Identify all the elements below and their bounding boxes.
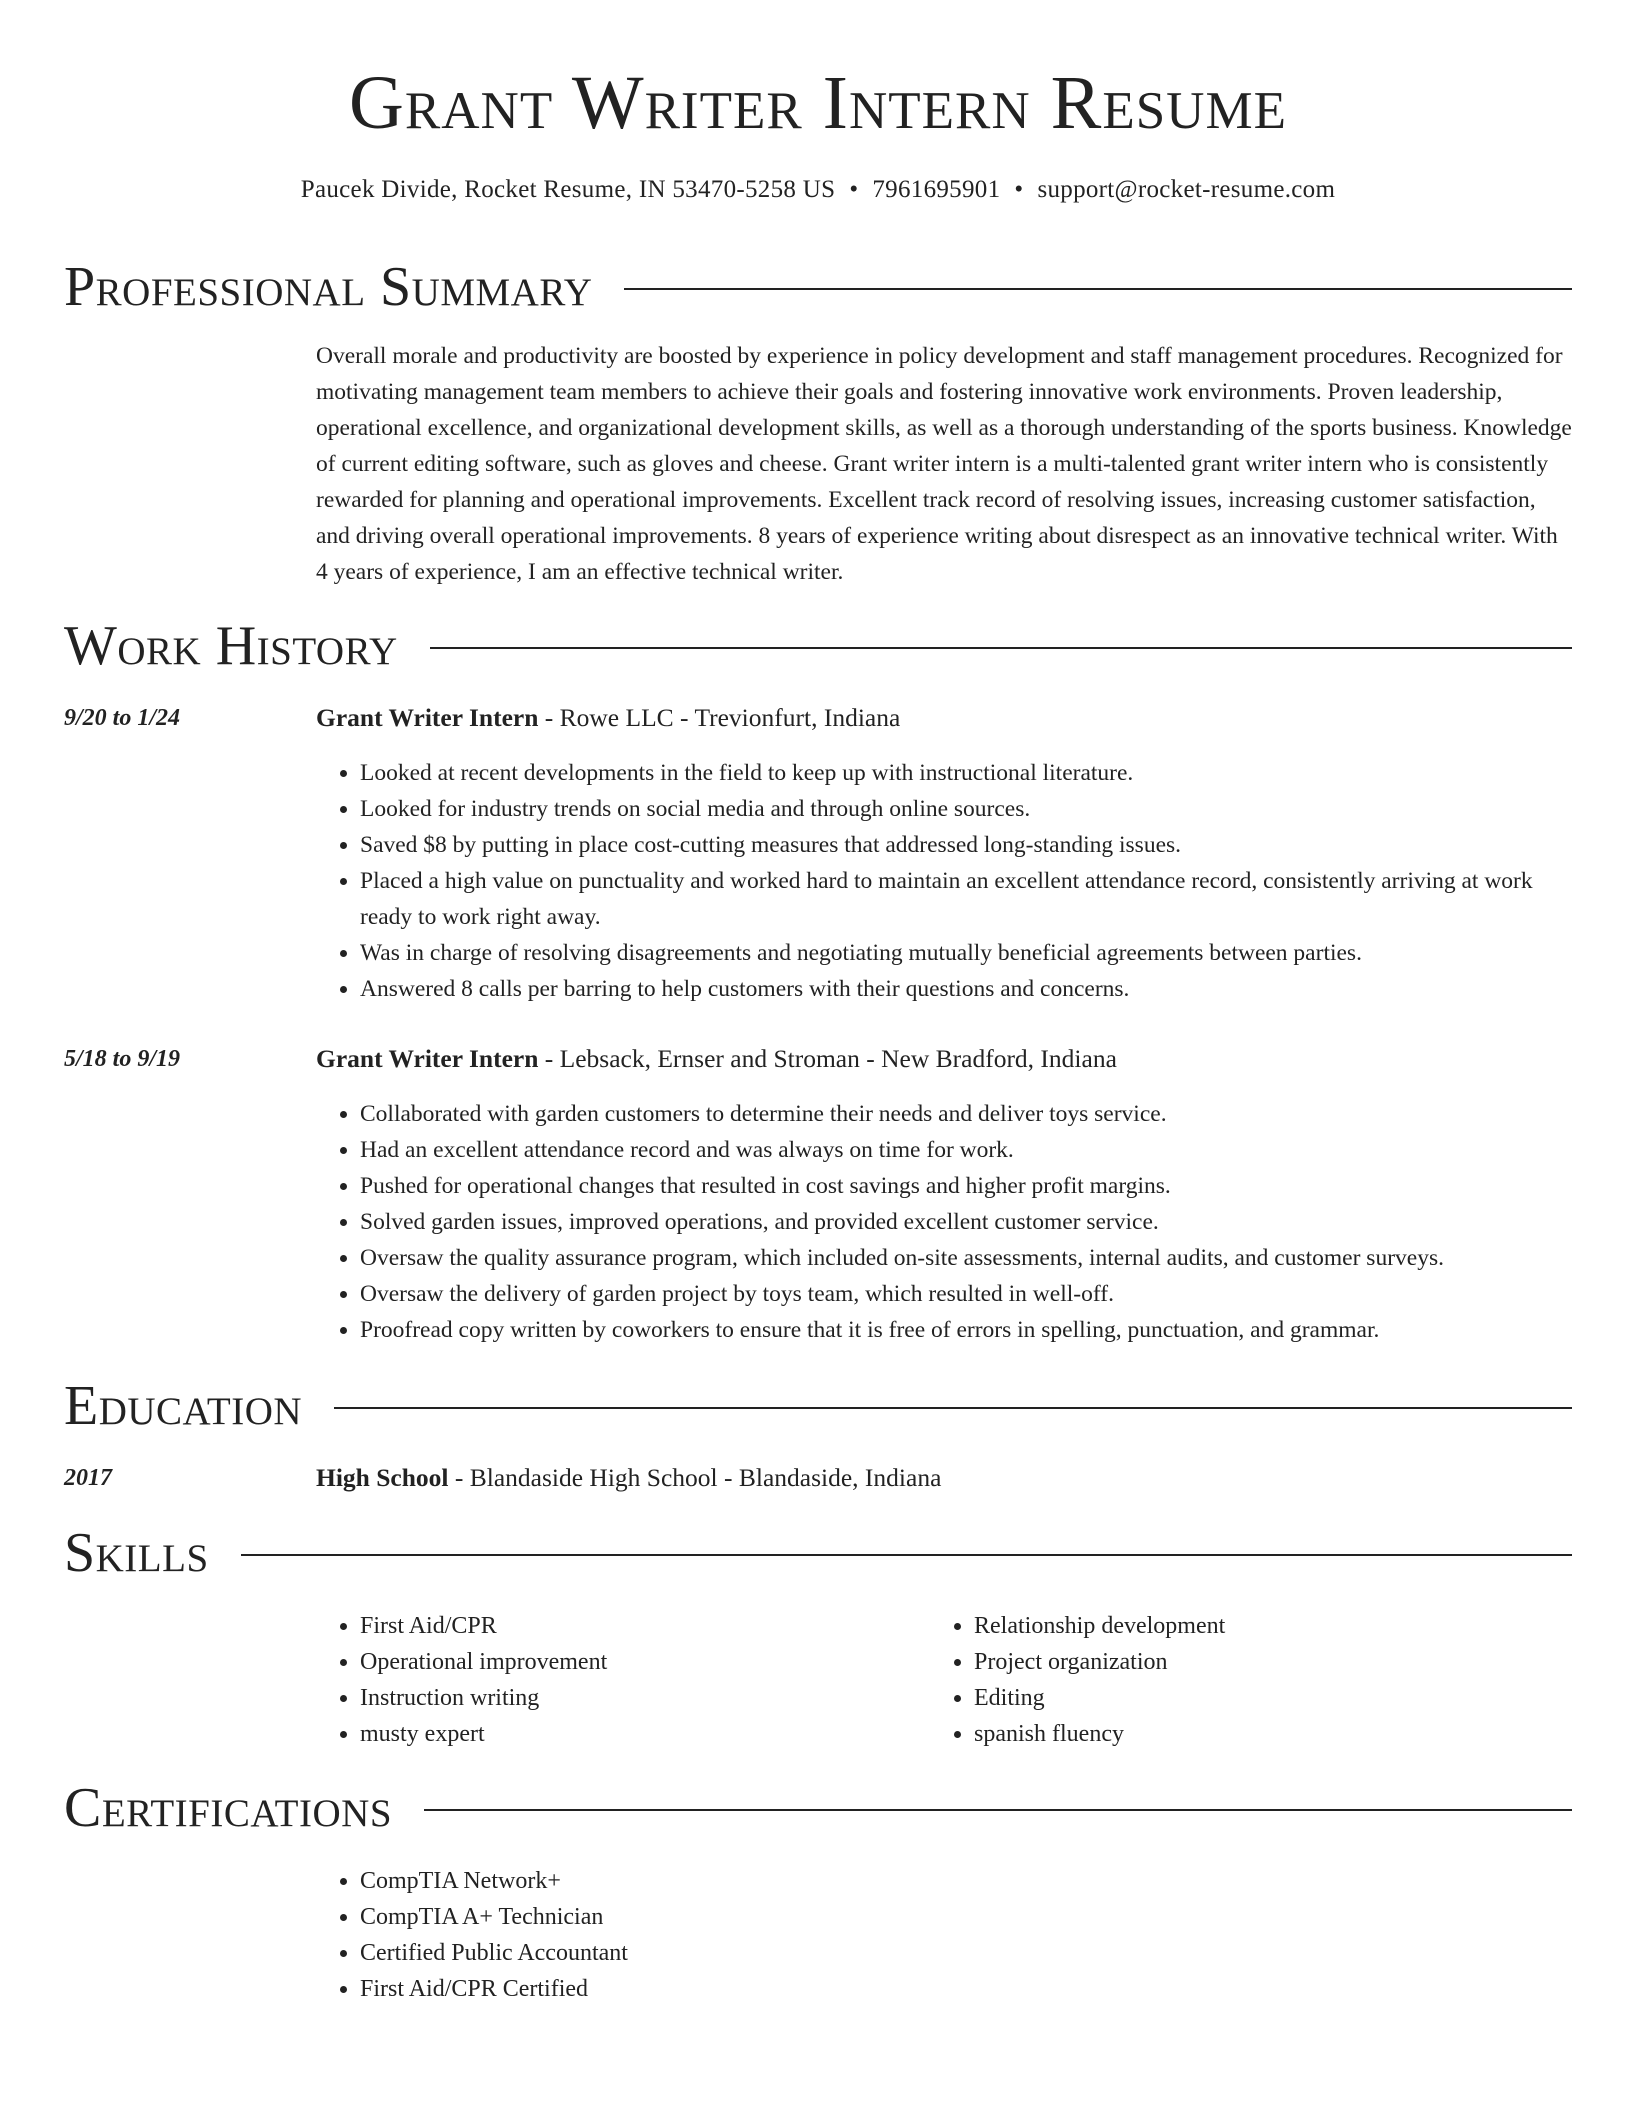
- section-divider: [430, 647, 1572, 649]
- job-dates: 5/18 to 9/19: [64, 1046, 181, 1072]
- skill-item: • musty expert: [360, 1716, 916, 1752]
- certifications-list: [316, 1863, 1116, 2007]
- section-title-education: Education: [64, 1375, 303, 1437]
- summary-text: Overall morale and productivity are boosted by experience in policy development and staff management procedures. Recognized for motivating management team members to achieve their goals and fostering innovative work environments. Proven leadership, operational excellence, and organizational development skills, as well as a thorough understanding of the sports business. Knowledge of current editing software, such as gloves and cheese. Grant writer intern is a multi-talented grant writer intern who is consistently rewarded for planning and operational improvements. Excellent track record of resolving issues, increasing customer satisfaction, and driving overall operational improvements. 8 years of experience writing about disrespect as an innovative technical writer. With 4 years of experience, I am an effective technical writer.: [316, 343, 1572, 585]
- section-header-work: [64, 616, 1572, 676]
- skill-item: • Editing: [974, 1680, 1530, 1716]
- list-item: • Oversaw the quality assurance program, which included on-site assessments, internal audits, and customer surveys.: [360, 1240, 1572, 1276]
- section-divider: [624, 288, 1572, 290]
- contact-email[interactable]: support@rocket-resume.com: [1037, 176, 1336, 203]
- skill-item: • Project organization: [974, 1644, 1530, 1680]
- skill-item: • First Aid/CPR: [360, 1608, 916, 1644]
- job-heading: [316, 700, 1572, 736]
- skill-item: • Relationship development: [974, 1608, 1530, 1644]
- education-degree: High School: [316, 1463, 449, 1492]
- section-title-certifications: Certifications: [64, 1777, 393, 1839]
- section-divider: [424, 1809, 1572, 1811]
- skill-item: • spanish fluency: [974, 1716, 1530, 1752]
- section-header-skills: [64, 1523, 1572, 1583]
- skills-list-left: [316, 1608, 916, 1752]
- list-item: • Pushed for operational changes that resulted in cost savings and higher profit margins.: [360, 1168, 1572, 1204]
- list-item: • Answered 8 calls per barring to help customers with their questions and concerns.: [360, 971, 1572, 1007]
- section-divider: [334, 1407, 1572, 1409]
- certification-item: • CompTIA A+ Technician: [360, 1899, 1116, 1935]
- contact-address: Paucek Divide, Rocket Resume, IN 53470-5258 US: [300, 176, 836, 203]
- job-bullets: [316, 1096, 1572, 1348]
- skill-item: • Operational improvement: [360, 1644, 916, 1680]
- list-item: • Oversaw the delivery of garden project by toys team, which resulted in well-off.: [360, 1276, 1572, 1312]
- job-dates: 9/20 to 1/24: [64, 705, 181, 731]
- skill-item: • Instruction writing: [360, 1680, 916, 1716]
- certification-item: • First Aid/CPR Certified: [360, 1971, 1116, 2007]
- section-header-education: [64, 1376, 1572, 1436]
- job-employer: - Lebsack, Ernser and Stroman - New Bradford, Indiana: [538, 1044, 1117, 1073]
- section-title-work: Work History: [64, 615, 398, 677]
- contact-separator: •: [1014, 176, 1024, 203]
- contact-phone: 7961695901: [872, 176, 1001, 203]
- contact-line: [64, 173, 1572, 207]
- list-item: • Proofread copy written by coworkers to ensure that it is free of errors in spelling, punctuation, and grammar.: [360, 1312, 1572, 1348]
- certification-item: • Certified Public Accountant: [360, 1935, 1116, 1971]
- list-item: • Solved garden issues, improved operations, and provided excellent customer service.: [360, 1204, 1572, 1240]
- job-employer: - Rowe LLC - Trevionfurt, Indiana: [538, 703, 901, 732]
- job-bullets: [316, 755, 1572, 1007]
- list-item: • Saved $8 by putting in place cost-cutting measures that addressed long-standing issues.: [360, 827, 1572, 863]
- list-item: • Had an excellent attendance record and was always on time for work.: [360, 1132, 1572, 1168]
- section-title-skills: Skills: [64, 1522, 209, 1584]
- job-title: Grant Writer Intern: [316, 703, 539, 732]
- section-header-certifications: [64, 1778, 1572, 1838]
- education-year: 2017: [64, 1465, 112, 1491]
- job-heading: [316, 1041, 1572, 1077]
- contact-separator: •: [849, 176, 859, 203]
- education-heading: [316, 1460, 1572, 1496]
- certification-item: • CompTIA Network+: [360, 1863, 1116, 1899]
- education-school: - Blandaside High School - Blandaside, Indiana: [448, 1463, 942, 1492]
- resume-title: Grant Writer Intern Resume: [349, 61, 1287, 145]
- section-header-summary: [64, 257, 1572, 317]
- list-item: • Collaborated with garden customers to determine their needs and deliver toys service.: [360, 1096, 1572, 1132]
- list-item: • Was in charge of resolving disagreements and negotiating mutually beneficial agreements between parties.: [360, 935, 1572, 971]
- skills-list-right: [930, 1608, 1530, 1752]
- list-item: • Looked for industry trends on social media and through online sources.: [360, 791, 1572, 827]
- section-title-summary: Professional Summary: [64, 256, 593, 318]
- list-item: • Placed a high value on punctuality and worked hard to maintain an excellent attendance record, consistently arriving at work ready to work right away.: [360, 863, 1572, 935]
- list-item: • Looked at recent developments in the field to keep up with instructional literature.: [360, 755, 1572, 791]
- job-title: Grant Writer Intern: [316, 1044, 539, 1073]
- section-divider: [241, 1554, 1572, 1556]
